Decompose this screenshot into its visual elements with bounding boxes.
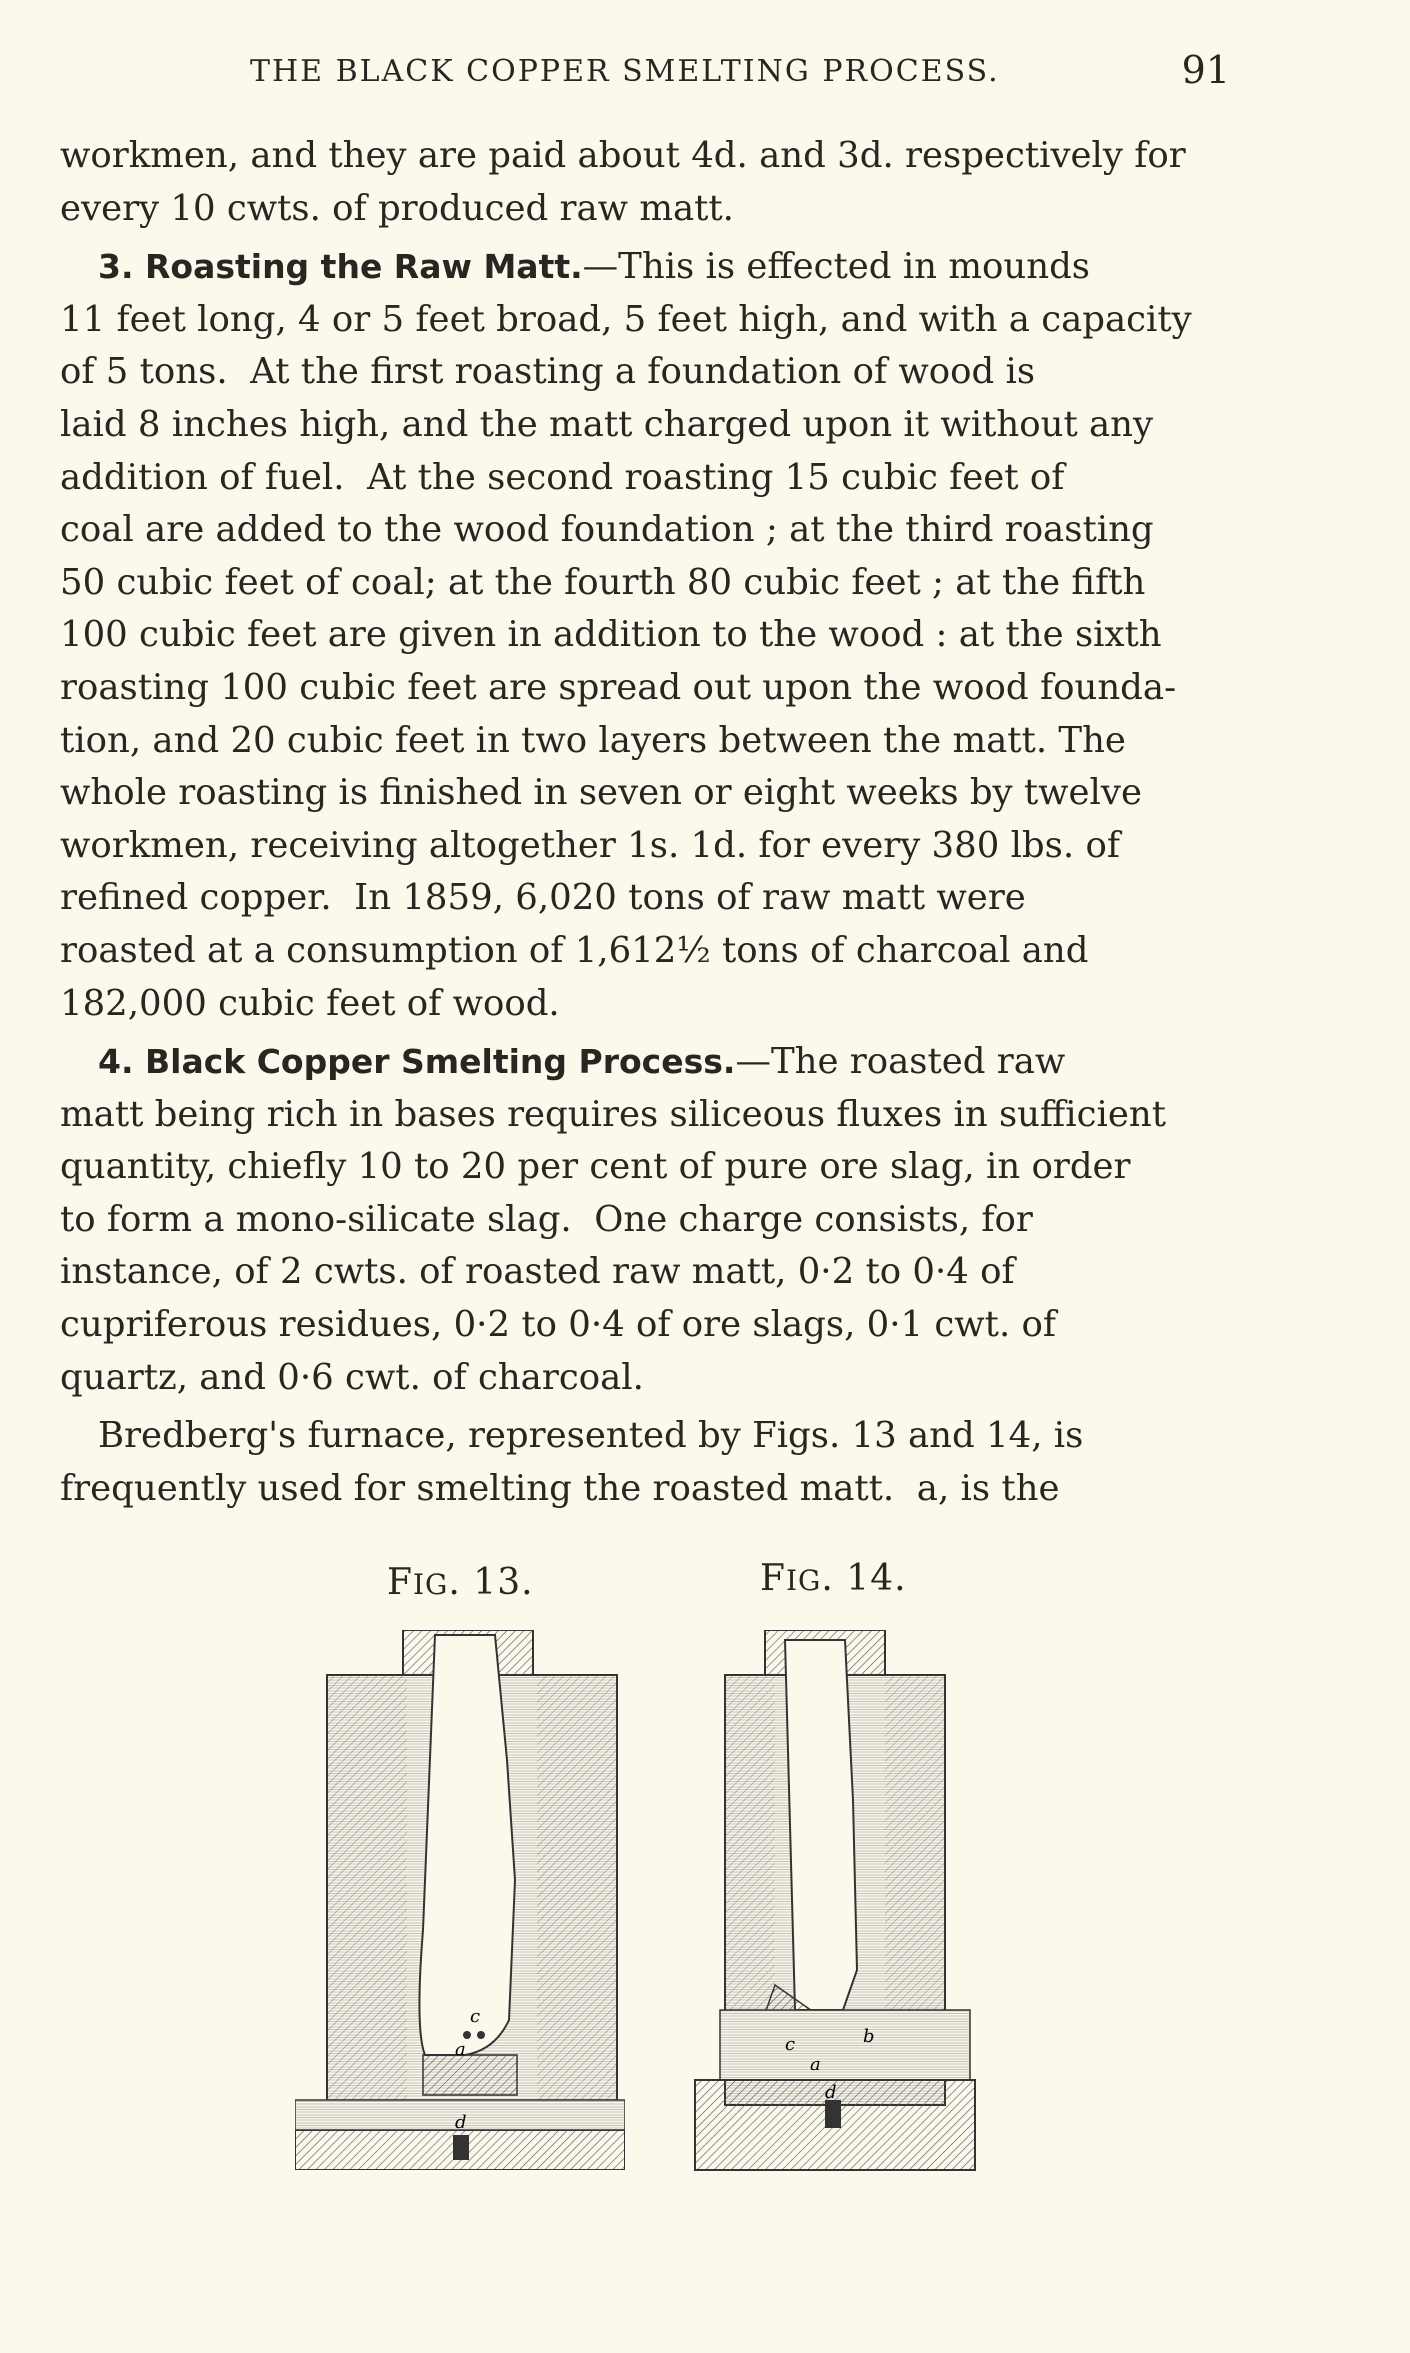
line-text: instance, of 2 cwts. of roasted raw matt, 0·2 to 0·4 of [60, 1251, 1015, 1293]
line-text: refined copper. In 1859, 6,020 tons of raw matt were [60, 877, 1026, 919]
line-text: frequently used for smelting the roasted matt. a, is the [60, 1467, 1060, 1509]
page-header [60, 48, 1230, 100]
text-line [60, 1089, 1230, 1142]
text-line [60, 872, 1230, 925]
fig13-label-a: a [455, 2039, 466, 2060]
line-text: roasting 100 cubic feet are spread out upon the wood founda- [60, 666, 1177, 708]
fig14-label-c: c [785, 2034, 796, 2055]
line-text: of 5 tons. At the first roasting a foundation of wood is [60, 351, 1036, 393]
fig14-label-a: a [810, 2054, 821, 2075]
text-line [60, 241, 1230, 294]
text-line [60, 183, 1230, 236]
text-line [60, 1410, 1230, 1463]
fig13-label-c: c [470, 2006, 481, 2027]
text-line [60, 1352, 1230, 1405]
text-line [60, 1463, 1230, 1516]
figure-14-furnace-drawing [685, 1630, 985, 2190]
text-line [60, 346, 1230, 399]
text-line [60, 294, 1230, 347]
text-line [60, 767, 1230, 820]
line-text: to form a mono-silicate slag. One charge consists, for [60, 1198, 1033, 1240]
text-line [60, 1299, 1230, 1352]
text-line [60, 820, 1230, 873]
paragraph [60, 130, 1230, 235]
figure-13-furnace-drawing [295, 1630, 625, 2170]
running-title: THE BLACK COPPER SMELTING PROCESS. [250, 54, 1000, 89]
text-line [60, 504, 1230, 557]
line-text: coal are added to the wood foundation ; at the third roasting [60, 509, 1154, 551]
line-text: quartz, and 0·6 cwt. of charcoal. [60, 1356, 644, 1398]
fig14-label-d: d [825, 2082, 837, 2103]
figure-14-caption: FIG. 14. [760, 1558, 907, 1599]
text-line [60, 925, 1230, 978]
text-line [60, 1036, 1230, 1089]
text-line [60, 662, 1230, 715]
line-text: quantity, chiefly 10 to 20 per cent of pure ore slag, in order [60, 1146, 1131, 1188]
line-text: matt being rich in bases requires siliceous fluxes in sufficient [60, 1093, 1166, 1135]
fig14-shaft [785, 1640, 857, 2010]
line-text: tion, and 20 cubic feet in two layers between the matt. The [60, 719, 1126, 761]
text-line [60, 1246, 1230, 1299]
line-text: laid 8 inches high, and the matt charged upon it without any [60, 403, 1154, 445]
line-text: Bredberg's furnace, represented by Figs. 13 and 14, is [98, 1415, 1084, 1457]
line-text: 50 cubic feet of coal; at the fourth 80 cubic feet ; at the fifth [60, 561, 1146, 603]
paragraph [60, 1036, 1230, 1404]
text-line [60, 557, 1230, 610]
section-heading: 4. Black Copper Smelting Process. [98, 1042, 736, 1082]
line-text: workmen, receiving altogether 1s. 1d. for every 380 lbs. of [60, 824, 1120, 866]
page-number: 91 [1181, 48, 1230, 92]
line-text: addition of fuel. At the second roasting 15 cubic feet of [60, 456, 1065, 498]
fig14-label-b: b [863, 2026, 875, 2047]
paragraph [60, 1410, 1230, 1515]
text-line [60, 452, 1230, 505]
line-text: roasted at a consumption of 1,612½ tons of charcoal and [60, 929, 1089, 971]
fig13-shaft [419, 1635, 515, 2055]
text-line [60, 399, 1230, 452]
line-text: cupriferous residues, 0·2 to 0·4 of ore slags, 0·1 cwt. of [60, 1304, 1057, 1346]
line-text: 100 cubic feet are given in addition to the wood : at the sixth [60, 614, 1162, 656]
line-text: 11 feet long, 4 or 5 feet broad, 5 feet high, and with a capacity [60, 298, 1192, 340]
text-line [60, 609, 1230, 662]
section-heading: 3. Roasting the Raw Matt. [98, 247, 583, 287]
text-line [60, 130, 1230, 183]
line-text: every 10 cwts. of produced raw matt. [60, 187, 734, 229]
text-line [60, 1141, 1230, 1194]
text-line [60, 715, 1230, 768]
body-text [60, 130, 1230, 1515]
line-text: —The roasted raw [735, 1041, 1066, 1083]
figure-13-caption: FIG. 13. [387, 1562, 534, 1603]
line-text: 182,000 cubic feet of wood. [60, 982, 560, 1024]
figures [0, 1550, 1410, 2200]
line-text: —This is effected in mounds [582, 246, 1091, 288]
paragraph [60, 241, 1230, 1030]
text-line [60, 1194, 1230, 1247]
fig13-label-d: d [455, 2112, 467, 2133]
line-text: workmen, and they are paid about 4d. and 3d. respectively for [60, 135, 1186, 176]
line-text: whole roasting is finished in seven or eight weeks by twelve [60, 772, 1142, 814]
text-line [60, 978, 1230, 1031]
